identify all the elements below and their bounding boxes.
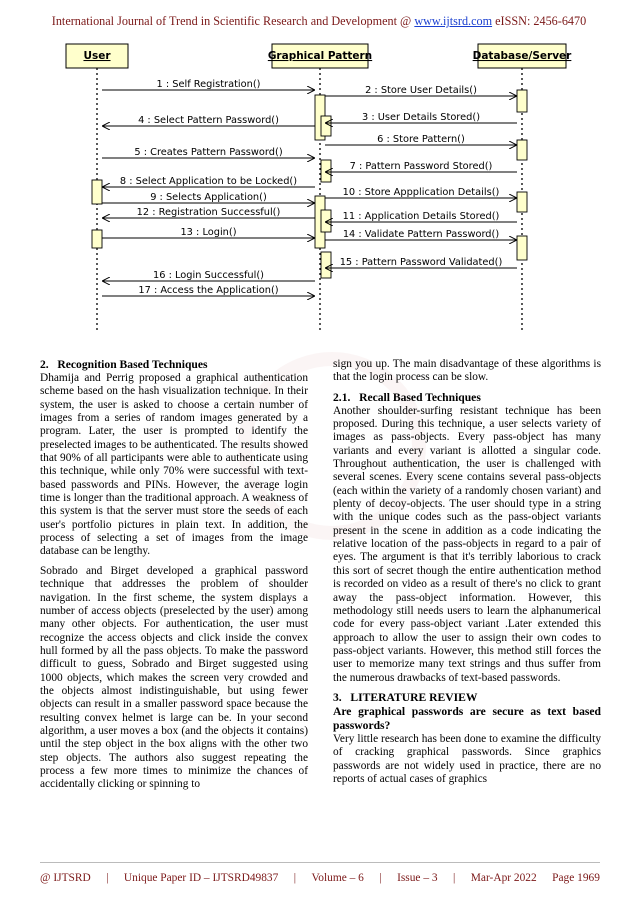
activation-bar bbox=[517, 140, 527, 160]
page-footer bbox=[40, 872, 600, 884]
section-heading-recall: 2.1. Recall Based Techniques bbox=[333, 390, 481, 404]
message-label: 10 : Store Appplication Details() bbox=[342, 187, 500, 198]
footer-sep: | bbox=[453, 872, 456, 884]
message-label: 9 : Selects Application() bbox=[150, 192, 267, 203]
footer-sep: | bbox=[379, 872, 382, 884]
footer-divider bbox=[40, 862, 600, 863]
journal-name: International Journal of Trend in Scientific Research and Development @ bbox=[51, 14, 415, 28]
footer-paper-id: Unique Paper ID – IJTSRD49837 bbox=[123, 872, 279, 884]
footer-issue: Issue – 3 bbox=[397, 872, 438, 884]
footer-sep: | bbox=[106, 872, 109, 884]
message-label: 8 : Select Application to be Locked() bbox=[119, 176, 298, 187]
message-label: 11 : Application Details Stored() bbox=[342, 211, 500, 222]
activation-bar bbox=[92, 180, 102, 204]
footer-date: Mar-Apr 2022 bbox=[470, 872, 537, 884]
message-label: 6 : Store Pattern() bbox=[377, 134, 465, 145]
actor-label: User bbox=[83, 50, 111, 62]
activation-bar bbox=[321, 252, 331, 278]
subheading-secure-question: Are graphical passwords are secure as text based passwords? bbox=[333, 704, 601, 732]
message-label: 16 : Login Successful() bbox=[153, 270, 264, 281]
activation-bar bbox=[321, 210, 331, 232]
paragraph-sobrado-birget: Sobrado and Birget developed a graphical password technique that addresses the problem of shoulder navigation. In the first scheme, the system displays a number of access objects (preselected by the user) among many other objects. For authentication, the user must recognize the access objects and click inside the convex hull formed by all the pass objects. To make the password difficult to guess, Sobrado and Birget suggested using 1000 objects, which makes the screen very crowded and the objects almost indistinguishable, but using fewer objects can result in a smaller password space because the resulting convex helmet is large can be. In your second algorithm, a user moves a box (and the objects it contains) until the step object in the box aligns with the other two step objects. The authors also suggest repeating the process a few more times to minimize the chances of accidentally clicking or spinning to bbox=[40, 564, 308, 791]
journal-url-link[interactable]: www.ijtsrd.com bbox=[414, 14, 493, 28]
right-column bbox=[333, 358, 601, 786]
footer-journal: @ IJTSRD bbox=[40, 872, 91, 884]
actor-label: Graphical Pattern bbox=[267, 50, 373, 62]
message-label: 15 : Pattern Password Validated() bbox=[339, 257, 503, 268]
message-label: 12 : Registration Successful() bbox=[136, 207, 281, 218]
left-column bbox=[40, 358, 308, 792]
message-label: 14 : Validate Pattern Password() bbox=[342, 229, 500, 240]
footer-page: Page 1969 bbox=[552, 872, 600, 884]
activation-bar bbox=[517, 192, 527, 212]
message-label: 13 : Login() bbox=[180, 227, 237, 238]
message-label: 17 : Access the Application() bbox=[138, 285, 279, 296]
activation-bar bbox=[321, 160, 331, 182]
message-label: 5 : Creates Pattern Password() bbox=[134, 147, 283, 158]
activation-bar bbox=[92, 230, 102, 248]
section-heading-literature-review: 3. LITERATURE REVIEW bbox=[333, 690, 478, 704]
footer-volume: Volume – 6 bbox=[311, 872, 364, 884]
activation-bar bbox=[321, 116, 331, 136]
message-label: 1 : Self Registration() bbox=[156, 79, 261, 90]
paragraph-dhamija-perrig: Dhamija and Perrig proposed a graphical authentication scheme based on the hash visualization technique. In their system, the user is asked to choose a certain number of images from a series of random images generated by a program. Later, the user is prompted to identify the preselected images to be authenticated. The results showed that 90% of all participants were able to authenticate using this technique, while only 70% were successful with text-based passwords and PINs. However, the average login time is longer than the traditional approach. A weakness of this system is that the server must store the seeds of each user's portfolio pictures in plain text. In addition, the process of selecting a set of images from the image database can be lengthy. bbox=[40, 372, 308, 558]
activation-bar bbox=[517, 236, 527, 260]
journal-issn: eISSN: 2456-6470 bbox=[492, 14, 587, 28]
activation-bar bbox=[517, 90, 527, 112]
paragraph-literature: Very little research has been done to examine the difficulty of cracking graphical passwords. Since graphics passwords are not widely used in practice, there are no reports of actual cases of graphics bbox=[333, 732, 601, 785]
message-label: 3 : User Details Stored() bbox=[361, 112, 481, 123]
section-heading-recognition: 2. Recognition Based Techniques bbox=[40, 358, 208, 371]
message-label: 2 : Store User Details() bbox=[365, 85, 477, 96]
message-label: 4 : Select Pattern Password() bbox=[138, 115, 279, 126]
paragraph-recall-techniques: Another shoulder-surfing resistant technique has been proposed. During this technique, a user selects variety of images as pass-objects. Every pass-object has many variants and every variant is allotted a singular code. Throughout authentication, the user is challenged with several scenes. Every scene contains several pass-objects (each within the variety of a randomly chosen variant) and plenty of decoy-objects. The user should type in a string with the unique codes such as the pass-object variants present in the scene in addition as a code indicating the relative location of the pass-objects in regard to a pair of eyes. The argument is that it's terribly laborious to crack this sort of secret though the entire authentication method is recorded on video as a result of there's no click to grant away the pass-object information. However, this methodology still needs users to learn the alphanumerical code for every pass-object variant .Later extended this approach to allow the user to assign their own codes to pass-object variants. However, this method still forces the user to memorize many text strings and thus suffer from the numerous drawbacks of text-based passwords. bbox=[333, 404, 601, 684]
paragraph-continuation: sign you up. The main disadvantage of these algorithms is that the login process can be slow. bbox=[333, 358, 601, 384]
sequence-diagram bbox=[0, 0, 638, 350]
actor-label: Database/Server bbox=[472, 50, 572, 62]
message-label: 7 : Pattern Password Stored() bbox=[349, 161, 493, 172]
footer-sep: | bbox=[293, 872, 297, 884]
